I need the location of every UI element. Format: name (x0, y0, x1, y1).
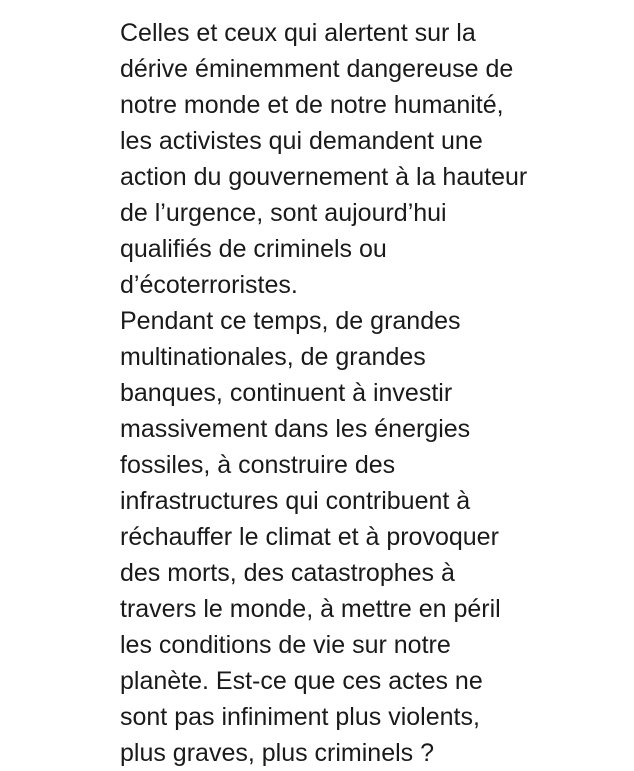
text-line: infrastructures qui contribuent à (120, 487, 471, 515)
text-line: action du gouvernement à la hauteur (120, 163, 528, 191)
text-line: qualifiés de criminels ou (120, 235, 387, 263)
text-line: plus graves, plus criminels ? (120, 739, 435, 767)
text-line: multinationales, de grandes (120, 343, 426, 371)
text-line: des morts, des catastrophes à (120, 559, 455, 587)
text-line: planète. Est-ce que ces actes ne (120, 667, 483, 695)
text-line: dérive éminemment dangereuse de (120, 55, 514, 83)
text-line: travers le monde, à mettre en péril (120, 595, 501, 623)
text-line: de l’urgence, sont aujourd’hui (120, 199, 447, 227)
text-line: notre monde et de notre humanité, (120, 91, 504, 119)
text-line: les conditions de vie sur notre (120, 631, 451, 659)
text-line: banques, continuent à investir (120, 379, 453, 407)
text-line: d’écoterroristes. (120, 271, 298, 299)
text-line: réchauffer le climat et à provoquer (120, 523, 499, 551)
text-line: les activistes qui demandent une (120, 127, 483, 155)
text-line: fossiles, à construire des (120, 451, 396, 479)
text-line: Celles et ceux qui alertent sur la (120, 19, 476, 47)
text-paragraph (120, 15, 620, 771)
text-line: Pendant ce temps, de grandes (120, 307, 461, 335)
text-line: sont pas infiniment plus violents, (120, 703, 480, 731)
text-line: massivement dans les énergies (120, 415, 471, 443)
